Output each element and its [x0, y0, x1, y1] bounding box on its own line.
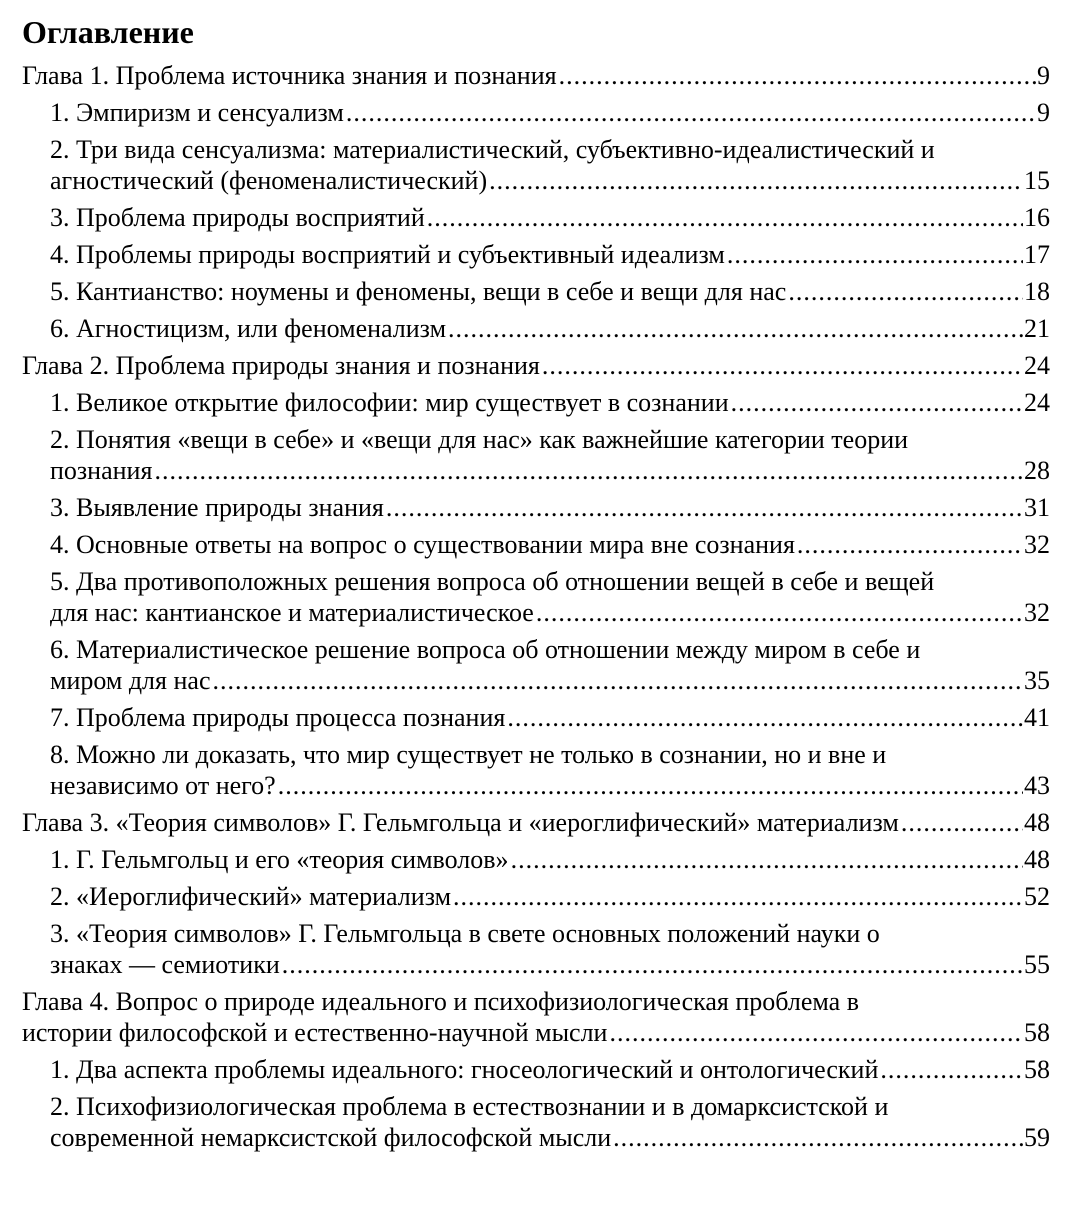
dot-leader [212, 665, 1023, 696]
toc-section-entry[interactable] [22, 529, 1050, 560]
dot-leader [154, 455, 1023, 486]
toc-entry-leader-row [50, 313, 1050, 344]
toc-entry-leader-row [50, 949, 1050, 980]
toc-entry-title-line: 7. Проблема природы процесса познания [50, 703, 506, 732]
page-number: 58 [1024, 1018, 1050, 1047]
toc-section-entry[interactable] [22, 387, 1050, 418]
dot-leader [511, 844, 1023, 875]
dot-leader [559, 60, 1036, 91]
toc-entry-leader-row [50, 1122, 1050, 1153]
toc-entry-title-line: 4. Проблемы природы восприятий и субъективный идеализм [50, 240, 725, 269]
page-number: 55 [1024, 950, 1050, 979]
page-number: 24 [1024, 351, 1050, 380]
page-number: 18 [1024, 277, 1050, 306]
toc-section-entry[interactable] [22, 492, 1050, 523]
toc-entry-title-line: 3. Проблема природы восприятий [50, 203, 425, 232]
toc-entry-leader-row [50, 97, 1050, 128]
toc-chapter-entry[interactable] [22, 60, 1050, 91]
page-number: 15 [1024, 166, 1050, 195]
toc-chapter-entry[interactable] [22, 986, 1050, 1048]
toc-entry-title-line: Глава 3. «Теория символов» Г. Гельмгольца и «иероглифический» материализм [22, 808, 899, 837]
dot-leader [507, 702, 1023, 733]
toc-entry-title-line: Глава 2. Проблема природы знания и познания [22, 351, 540, 380]
toc-section-entry[interactable] [22, 239, 1050, 270]
dot-leader [613, 1122, 1023, 1153]
toc-entry-leader-row [50, 770, 1050, 801]
toc-section-entry[interactable] [22, 634, 1050, 696]
toc-section-entry[interactable] [22, 134, 1050, 196]
toc-entry-title-line: независимо от него? [50, 771, 276, 800]
page-number: 28 [1024, 456, 1050, 485]
dot-leader [542, 350, 1023, 381]
dot-leader [788, 276, 1023, 307]
page-number: 41 [1024, 703, 1050, 732]
toc-entry-leader-row [50, 1054, 1050, 1085]
toc-entry-title-line: 1. Два аспекта проблемы идеального: гносеологический и онтологический [50, 1055, 879, 1084]
page-number: 59 [1024, 1123, 1050, 1152]
page-number: 48 [1024, 808, 1050, 837]
toc-entry-leader-row [50, 529, 1050, 560]
toc-entry-title-line: 1. Великое открытие философии: мир существует в сознании [50, 388, 729, 417]
dot-leader [386, 492, 1023, 523]
toc-entry-title-line: Глава 4. Вопрос о природе идеального и психофизиологическая проблема в [22, 987, 859, 1016]
toc-entry-title-line: познания [50, 456, 153, 485]
toc-entry-leader-row [50, 387, 1050, 418]
dot-leader [282, 949, 1023, 980]
toc-section-entry[interactable] [22, 202, 1050, 233]
dot-leader [448, 313, 1023, 344]
toc-entry-title-line: 5. Кантианство: ноумены и феномены, вещи в себе и вещи для нас [50, 277, 787, 306]
toc-entry-leader-row [50, 597, 1050, 628]
page-title: Оглавление [22, 14, 194, 50]
page-number: 48 [1024, 845, 1050, 874]
page-number: 35 [1024, 666, 1050, 695]
toc-entry-leader-row [50, 492, 1050, 523]
toc-entry-title-line: 2. Психофизиологическая проблема в естествознании и в домарксистской и [50, 1092, 889, 1121]
toc-section-entry[interactable] [22, 918, 1050, 980]
toc-entry-leader-row [50, 844, 1050, 875]
dot-leader [427, 202, 1023, 233]
page-number: 9 [1037, 61, 1050, 90]
toc-entry-leader-row [50, 165, 1050, 196]
toc-entry-leader-row [22, 60, 1050, 91]
toc-chapter-entry[interactable] [22, 350, 1050, 381]
toc-section-entry[interactable] [22, 739, 1050, 801]
toc-entry-title-line: истории философской и естественно-научной мысли [22, 1018, 608, 1047]
dot-leader [880, 1054, 1023, 1085]
page-number: 31 [1024, 493, 1050, 522]
dot-leader [609, 1017, 1023, 1048]
toc-section-entry[interactable] [22, 313, 1050, 344]
page-number: 21 [1024, 314, 1050, 343]
toc-entry-leader-row [22, 1017, 1050, 1048]
page-number: 43 [1024, 771, 1050, 800]
toc-section-entry[interactable] [22, 276, 1050, 307]
toc-entry-leader-row [50, 702, 1050, 733]
toc-entry-title-line: 4. Основные ответы на вопрос о существовании мира вне сознания [50, 530, 795, 559]
dot-leader [453, 881, 1023, 912]
toc-section-entry[interactable] [22, 1091, 1050, 1153]
page-number: 52 [1024, 882, 1050, 911]
toc-entry-title-line: для нас: кантианское и материалистическое [50, 598, 534, 627]
page-number: 17 [1024, 240, 1050, 269]
toc-section-entry[interactable] [22, 97, 1050, 128]
toc-section-entry[interactable] [22, 881, 1050, 912]
toc-entry-title-line: агностический (феноменалистический) [50, 166, 488, 195]
page-number: 9 [1037, 98, 1050, 127]
toc-entry-leader-row [50, 665, 1050, 696]
toc-entry-leader-row [50, 239, 1050, 270]
toc-entry-title-line: 1. Эмпиризм и сенсуализм [50, 98, 344, 127]
toc-entry-leader-row [50, 202, 1050, 233]
toc-entry-title-line: 5. Два противоположных решения вопроса об отношении вещей в себе и вещей [50, 567, 935, 596]
page-number: 32 [1024, 598, 1050, 627]
toc-entry-title-line: 6. Агностицизм, или феноменализм [50, 314, 447, 343]
page-number: 58 [1024, 1055, 1050, 1084]
page-number: 24 [1024, 388, 1050, 417]
toc-section-entry[interactable] [22, 424, 1050, 486]
toc-entry-leader-row [50, 276, 1050, 307]
dot-leader [727, 239, 1023, 270]
toc-entry-leader-row [50, 455, 1050, 486]
dot-leader [797, 529, 1023, 560]
toc-entry-leader-row [22, 807, 1050, 838]
toc-entry-title-line: современной немарксистской философской мысли [50, 1123, 612, 1152]
toc-entry-leader-row [50, 881, 1050, 912]
dot-leader [536, 597, 1023, 628]
toc-entry-leader-row [22, 350, 1050, 381]
toc-entry-title-line: 3. Выявление природы знания [50, 493, 384, 522]
dot-leader [489, 165, 1023, 196]
page-number: 32 [1024, 530, 1050, 559]
toc-entry-title-line: знаках — семиотики [50, 950, 280, 979]
toc-entry-title-line: 6. Материалистическое решение вопроса об отношении между миром в себе и [50, 635, 921, 664]
dot-leader [278, 770, 1023, 801]
toc-chapter-entry[interactable] [22, 807, 1050, 838]
toc-section-entry[interactable] [22, 566, 1050, 628]
toc-entry-title-line: 2. «Иероглифический» материализм [50, 882, 452, 911]
toc-entry-title-line: Глава 1. Проблема источника знания и познания [22, 61, 557, 90]
dot-leader [901, 807, 1023, 838]
toc-section-entry[interactable] [22, 1054, 1050, 1085]
page-number: 16 [1024, 203, 1050, 232]
toc-section-entry[interactable] [22, 844, 1050, 875]
dot-leader [731, 387, 1023, 418]
toc-entry-title-line: 2. Понятия «вещи в себе» и «вещи для нас» как важнейшие категории теории [50, 425, 909, 454]
toc-entry-title-line: миром для нас [50, 666, 211, 695]
toc-entry-title-line: 8. Можно ли доказать, что мир существует не только в сознании, но и вне и [50, 740, 887, 769]
table-of-contents [22, 60, 1050, 1153]
toc-section-entry[interactable] [22, 702, 1050, 733]
toc-entry-title-line: 2. Три вида сенсуализма: материалистический, субъективно-идеалистический и [50, 135, 935, 164]
toc-entry-title-line: 3. «Теория символов» Г. Гельмгольца в свете основных положений науки о [50, 919, 880, 948]
toc-entry-title-line: 1. Г. Гельмгольц и его «теория символов» [50, 845, 509, 874]
dot-leader [346, 97, 1036, 128]
